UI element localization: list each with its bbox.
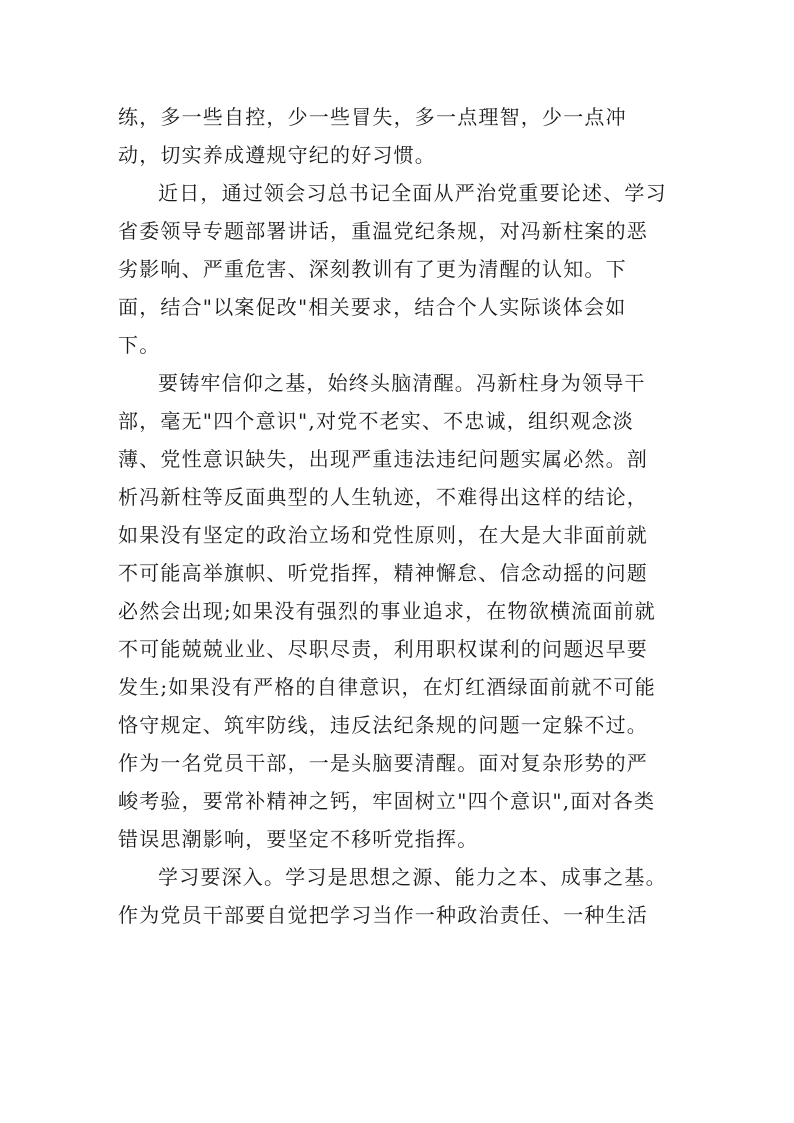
text-line: 要铸牢信仰之基，始终头脑清醒。冯新柱身为领导干 [158,371,646,395]
text-line: 作为一名党员干部，一是头脑要清醒。面对复杂形势的严 [118,751,648,775]
text-line: 省委领导专题部署讲话，重温党纪条规，对冯新柱案的恶 [118,219,648,243]
text-line: 劣影响、严重危害、深刻教训有了更为清醒的认知。下 [118,257,627,281]
text-line: 近日，通过领会习总书记全面从严治党重要论述、学习 [158,181,667,205]
text-line: 部，毫无"四个意识",对党不老实、不忠诚，组织观念淡 [118,409,634,433]
text-line: 动，切实养成遵规守纪的好习惯。 [118,143,436,167]
text-line: 练，多一些自控，少一些冒失，多一点理智，少一点冲 [118,105,627,129]
text-line: 作为党员干部要自觉把学习当作一种政治责任、一种生活 [118,903,648,927]
document-body [118,98,678,934]
text-line: 恪守规定、筑牢防线，违反法纪条规的问题一定躲不过。 [118,713,648,737]
text-line: 不可能兢兢业业、尽职尽责，利用职权谋利的问题迟早要 [118,637,648,661]
text-line: 错误思潮影响，要坚定不移听党指挥。 [118,827,479,851]
text-line: 必然会出现;如果没有强烈的事业追求，在物欲横流面前就 [118,599,656,623]
text-line: 不可能高举旗帜、听党指挥，精神懈怠、信念动摇的问题 [118,561,648,585]
text-line: 析冯新柱等反面典型的人生轨迹，不难得出这样的结论， [118,485,648,509]
text-line: 面，结合"以案促改"相关要求，结合个人实际谈体会如 [118,295,627,319]
text-line: 峻考验，要常补精神之钙，牢固树立"四个意识",面对各类 [118,789,656,813]
text-line: 下。 [118,333,161,357]
text-line: 薄、党性意识缺失，出现严重违法违纪问题实属必然。剖 [118,447,648,471]
text-line: 如果没有坚定的政治立场和党性原则，在大是大非面前就 [118,523,648,547]
text-line: 学习要深入。学习是思想之源、能力之本、成事之基。 [158,865,667,889]
text-line: 发生;如果没有严格的自律意识，在灯红酒绿面前就不可能 [118,675,656,699]
